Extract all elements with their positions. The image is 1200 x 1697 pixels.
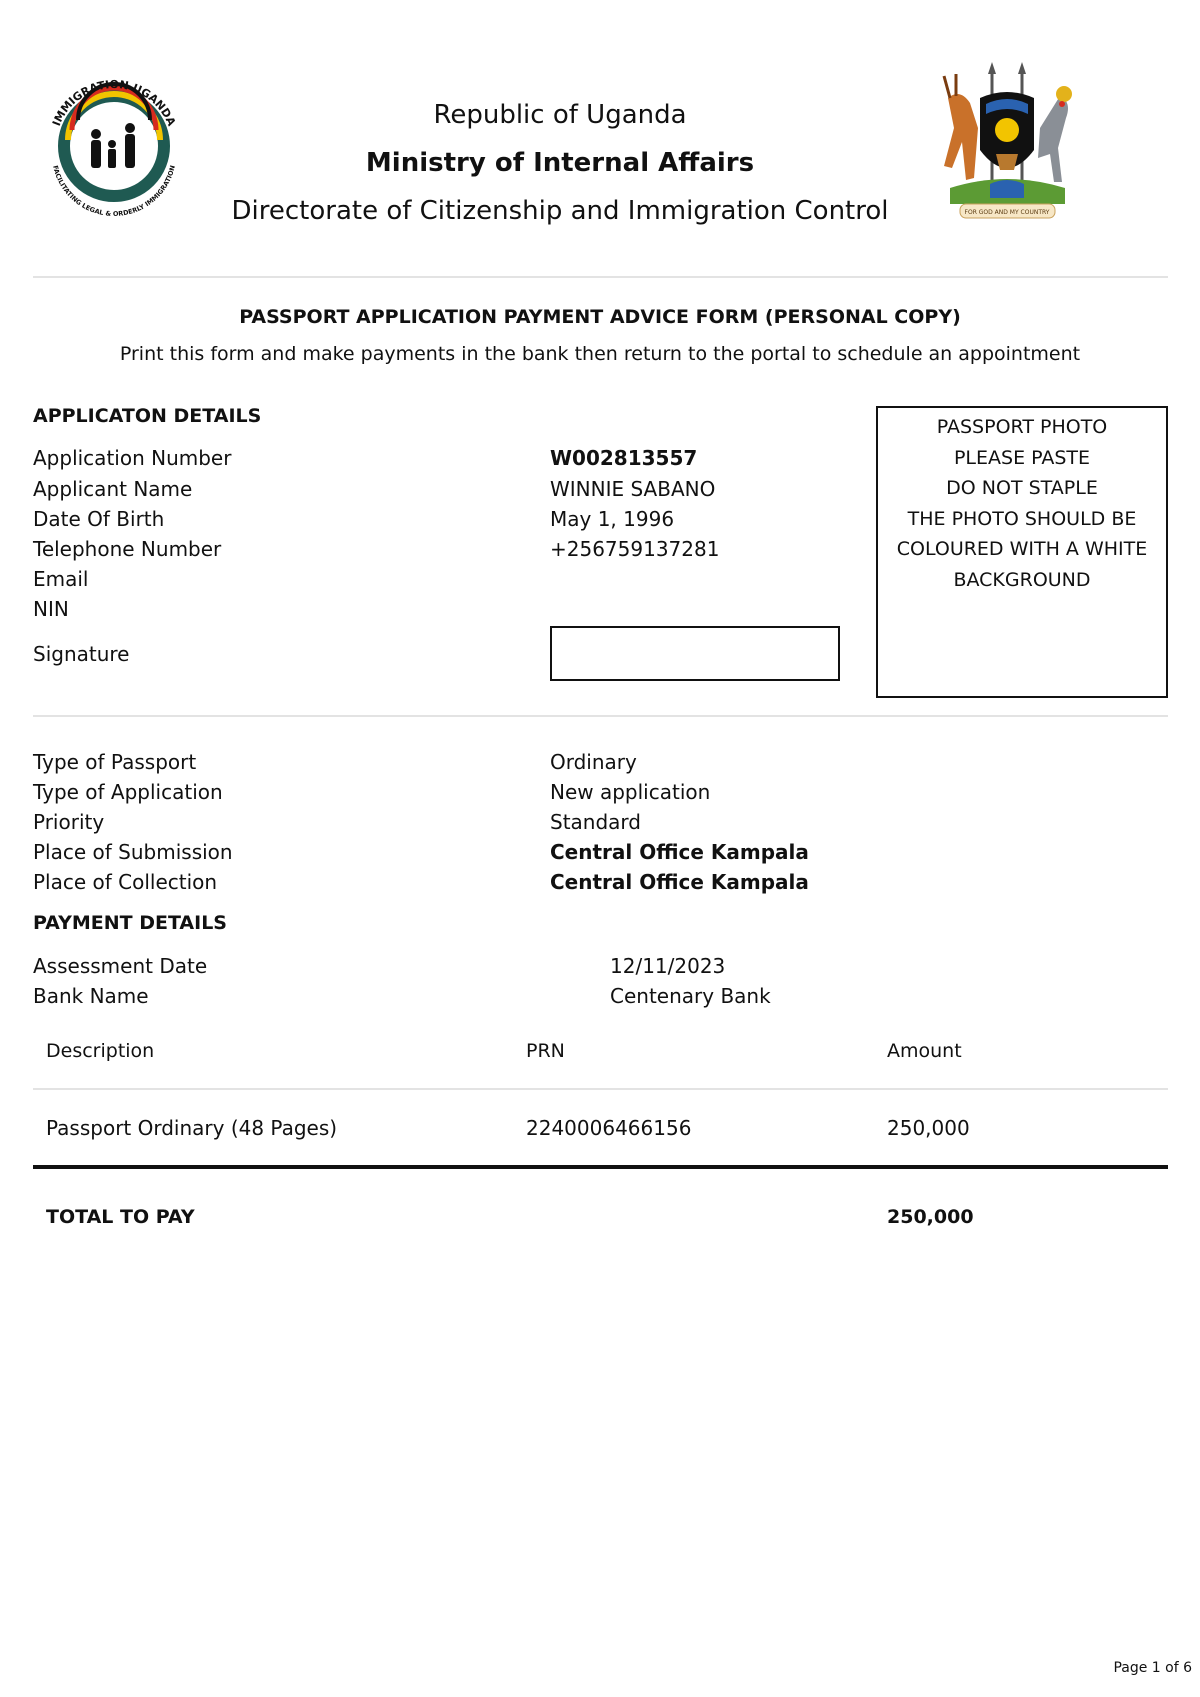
collection-place-label: Place of Collection [33, 870, 218, 894]
priority-value: Standard [550, 810, 641, 834]
section-divider [33, 715, 1168, 717]
telephone-label: Telephone Number [33, 537, 222, 561]
assessment-date-label: Assessment Date [33, 954, 208, 978]
svg-text:FACILITATING LEGAL & ORDERLY I: FACILITATING LEGAL & ORDERLY IMMIGRATION [51, 164, 177, 219]
bank-name-value: Centenary Bank [610, 984, 771, 1008]
header-divider [33, 276, 1168, 278]
row-prn: 2240006466156 [526, 1116, 692, 1140]
application-number-value: W002813557 [550, 446, 698, 470]
telephone-value: +256759137281 [550, 537, 720, 561]
applicant-name-value: WINNIE SABANO [550, 477, 716, 501]
column-header-amount: Amount [887, 1040, 962, 1062]
form-title: PASSPORT APPLICATION PAYMENT ADVICE FORM (PERSONAL COPY) [239, 306, 961, 328]
application-type-label: Type of Application [33, 780, 223, 804]
payment-details-heading: PAYMENT DETAILS [33, 912, 227, 934]
email-label: Email [33, 567, 89, 591]
signature-label: Signature [33, 642, 130, 666]
nin-label: NIN [33, 597, 69, 621]
passport-type-value: Ordinary [550, 750, 637, 774]
passport-photo-box [876, 406, 1168, 698]
photo-instruction-line: COLOURED WITH A WHITE [896, 538, 1148, 560]
header-republic: Republic of Uganda [433, 100, 687, 130]
uganda-coat-of-arms-icon [930, 58, 1085, 228]
photo-instruction-line: PASSPORT PHOTO [936, 416, 1108, 438]
submission-place-label: Place of Submission [33, 840, 233, 864]
photo-instruction-line: PLEASE PASTE [953, 446, 1091, 469]
submission-place-value: Central Office Kampala [550, 840, 809, 864]
form-instructions: Print this form and make payments in the bank then return to the portal to schedule an appointment [119, 343, 1081, 365]
signature-box [550, 626, 840, 681]
priority-label: Priority [33, 810, 105, 834]
application-details-heading: APPLICATON DETAILS [33, 405, 262, 427]
passport-type-label: Type of Passport [33, 750, 197, 774]
total-label: TOTAL TO PAY [46, 1206, 195, 1228]
column-header-prn: PRN [526, 1040, 565, 1062]
bank-name-label: Bank Name [33, 984, 149, 1008]
column-header-description: Description [46, 1040, 155, 1062]
svg-text:FOR GOD AND MY COUNTRY: FOR GOD AND MY COUNTRY [964, 209, 1050, 216]
date-of-birth-label: Date Of Birth [33, 507, 165, 531]
photo-instruction-line: THE PHOTO SHOULD BE [907, 507, 1137, 530]
application-number-label: Application Number [33, 446, 232, 470]
photo-instruction-line: DO NOT STAPLE [946, 477, 1098, 499]
total-divider [33, 1165, 1168, 1169]
date-of-birth-value: May 1, 1996 [550, 507, 675, 531]
collection-place-value: Central Office Kampala [550, 870, 809, 894]
svg-text:IMMIGRATION UGANDA: IMMIGRATION UGANDA [49, 77, 179, 128]
applicant-name-label: Applicant Name [33, 477, 193, 501]
header-ministry: Ministry of Internal Affairs [365, 148, 755, 178]
row-description: Passport Ordinary (48 Pages) [46, 1116, 338, 1140]
row-amount: 250,000 [887, 1116, 970, 1140]
page-number: Page 1 of 6 [1113, 1660, 1192, 1676]
immigration-uganda-logo-icon [38, 70, 190, 222]
application-type-value: New application [550, 780, 711, 804]
assessment-date-value: 12/11/2023 [610, 954, 726, 978]
header-directorate: Directorate of Citizenship and Immigration Control [231, 196, 889, 226]
photo-instruction-line: BACKGROUND [953, 568, 1091, 591]
table-header-divider [33, 1088, 1168, 1090]
total-amount: 250,000 [887, 1206, 974, 1228]
